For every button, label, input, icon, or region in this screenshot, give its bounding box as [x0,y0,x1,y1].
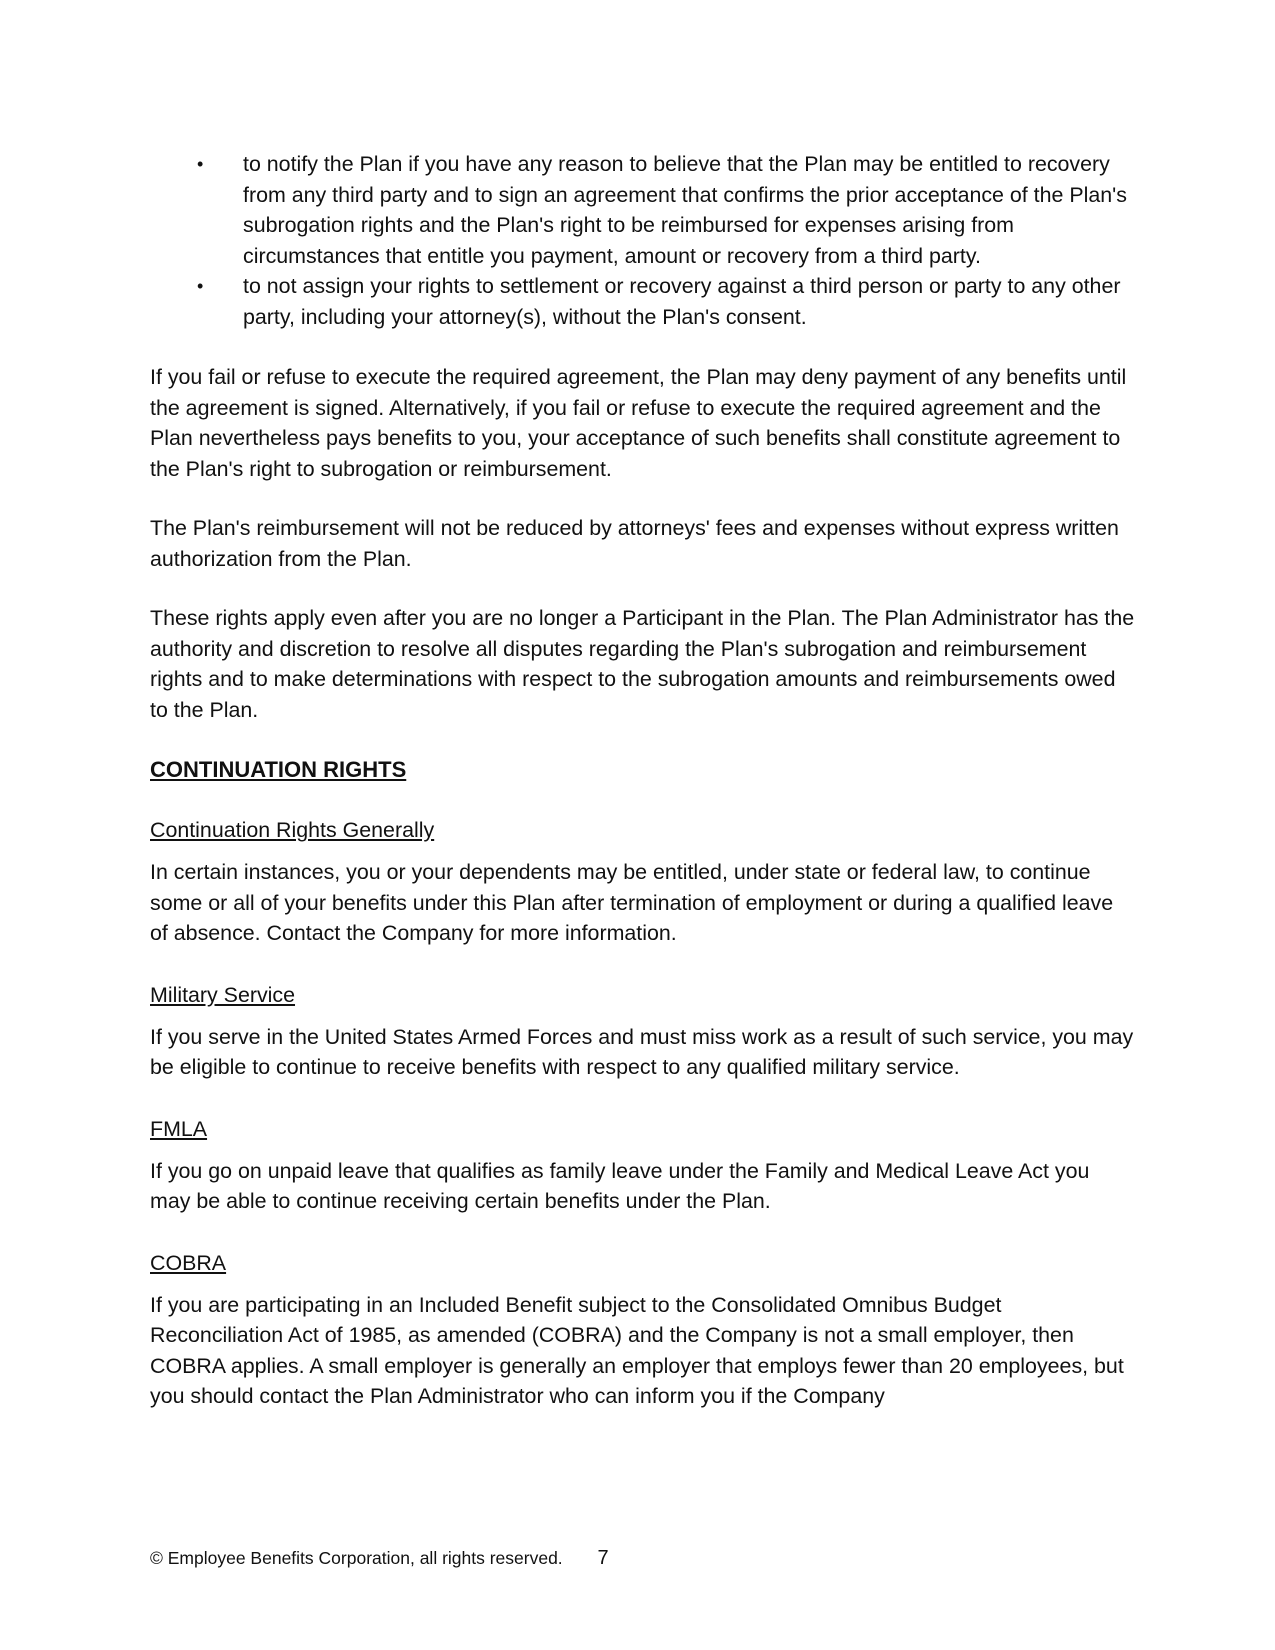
subsection-text: If you go on unpaid leave that qualifies as family leave under the Family and Medical Leave Act you may be able to continue receiving certain benefits under the Plan. [150,1158,1090,1213]
bullet-item [150,271,1135,332]
paragraph-rights-apply: These rights apply even after you are no longer a Participant in the Plan. The Plan Administrator has the authority and discretion to resolve all disputes regarding the Plan's subrogation and reimbursement rights and to make determinations with respect to the subrogation amounts and reimbursements owed to the Plan. [150,606,1135,722]
subsection-heading: COBRA [150,1250,227,1275]
bullet-list [150,149,1135,332]
bullet-text: to not assign your rights to settlement or recovery against a third person or party to any other party, including your attorney(s), without the Plan's consent. [243,274,1121,329]
subsection-heading: FMLA [150,1116,208,1141]
page-body [150,149,1135,1412]
bullet-text: to notify the Plan if you have any reason to believe that the Plan may be entitled to recovery from any third party and to sign an agreement that confirms the prior acceptance of the Plan's subrogation rights and the Plan's right to be reimbursed for expenses arising from circumstances that entitle you payment, amount or recovery from a third party. [243,152,1127,268]
subsection-text: If you serve in the United States Armed Forces and must miss work as a result of such service, you may be eligible to continue to receive benefits with respect to any qualified military service. [150,1024,1134,1079]
subsection-text: If you are participating in an Included Benefit subject to the Consolidated Omnibus Budget Reconciliation Act of 1985, as amended (COBRA) and the Company is not a small employer, then COBRA applies. A small employer is generally an employer that employs fewer than 20 employees, but you should contact the Plan Administrator who can inform you if the Company [150,1292,1124,1408]
paragraph-reimbursement: The Plan's reimbursement will not be reduced by attorneys' fees and expenses without express written authorization from the Plan. [150,516,1119,571]
bullet-icon: • [197,154,204,174]
subsection-heading: Military Service [150,982,296,1007]
page-footer [150,1547,609,1569]
subsection-heading: Continuation Rights Generally [150,818,435,842]
paragraph-agreement: If you fail or refuse to execute the required agreement, the Plan may deny payment of any benefits until the agreement is signed. Alternatively, if you fail or refuse to execute the required agreement and the Plan nevertheless pays benefits to you, your acceptance of such benefits shall constitute agreement to the Plan's right to subrogation or reimbursement. [150,365,1127,481]
copyright-text: © Employee Benefits Corporation, all rights reserved. [150,1548,563,1568]
page-number: 7 [597,1547,609,1569]
bullet-item [150,149,1135,271]
section-title: CONTINUATION RIGHTS [150,757,407,782]
subsection-text: In certain instances, you or your dependents may be entitled, under state or federal law, to continue some or all of your benefits under this Plan after termination of employment or during a qualified leave of absence. Contact the Company for more information. [150,860,1114,945]
bullet-icon: • [197,276,204,296]
